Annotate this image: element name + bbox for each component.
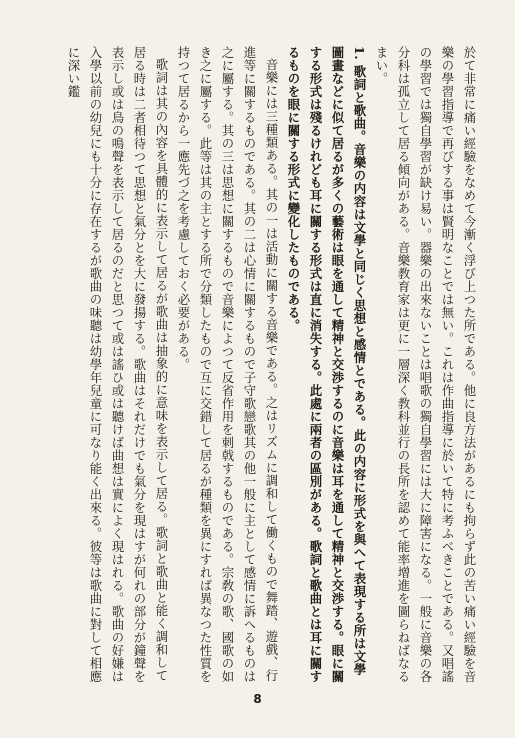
vertical-text-body: [40, 46, 480, 686]
page-number: 8: [253, 692, 262, 706]
paragraph-continuation: 於て非常に痛い經驗をなめて今漸く浮び上つた所である。他に良方法があるにも拘らず此の苦い痛い經驗を音樂の學習指導で再びする事は賢明なことでは無い。これは作曲指導に於いて特に考ふべきことである。又唱謠の學習では獨自學習が缺け易い。器樂の出來ないことは唱歌の獨自學習には大に障害になる。一般に音樂の各分科は孤立して居る傾向がある。音樂教育家は更に一層深く教科並行の長所を認めて能率增進を圖らねばなるまい。: [374, 46, 477, 683]
paragraph-music-types: 音樂には三種類ある。其の一は活動に關する音樂である。之はリズムに調和して働くもので舞踏、遊戲、行進等に關するものである。其の二は心情に關するもので子守歌戀歌其の他一般に主として感情に訴へるものは之に屬する。其の三は思想に關するもので音樂によつて反省作用を刺戟するものである。宗敎の歌、國歌の如き之に屬する。此等は其の主とする所で分類したもので互に交錯して居るが種類を異にすれば異なつた性質を持つて居るから一應先づ之を考慮しておく必要がある。: [176, 46, 279, 683]
paragraph-section-heading: 1. 歌詞と歌曲。音樂の内容は文學と同じく思想と感情とである。此の内容に形式を與へて表現する所は文學圖畫などに似て居るが多くの藝術は眼を通して精神と交渉するのに音樂は耳を通して精神と交渉する。眼に關する形式は殘るけれども耳に關する形式は直に消失する。此處に兩者の區別がある。歌詞と歌曲とは耳に關するものを眼に關する形式に變化したものである。: [286, 46, 367, 683]
paragraph-lyrics-melody: 歌詞は其の內容を具體的に表示して居るが歌曲は抽象的に意味を表示して居る。歌詞と歌曲と能く調和して居る時は二者相待つて思想と氣分とを大に發揚する。歌曲はそれだけでも氣分を現はすが何れの部分が鐘聲を表示し或は鳥の鳴聲を表示して居るのだと思つて或は謠ひ或は聽けば曲想は實によく現はれる。歌曲の好嫌は入學以前の幼兒にも十分に存在するが歌曲の味聽は幼學年兒童に可なり能く出來る。彼等は歌曲に對して相應に深い鑑: [66, 46, 169, 683]
